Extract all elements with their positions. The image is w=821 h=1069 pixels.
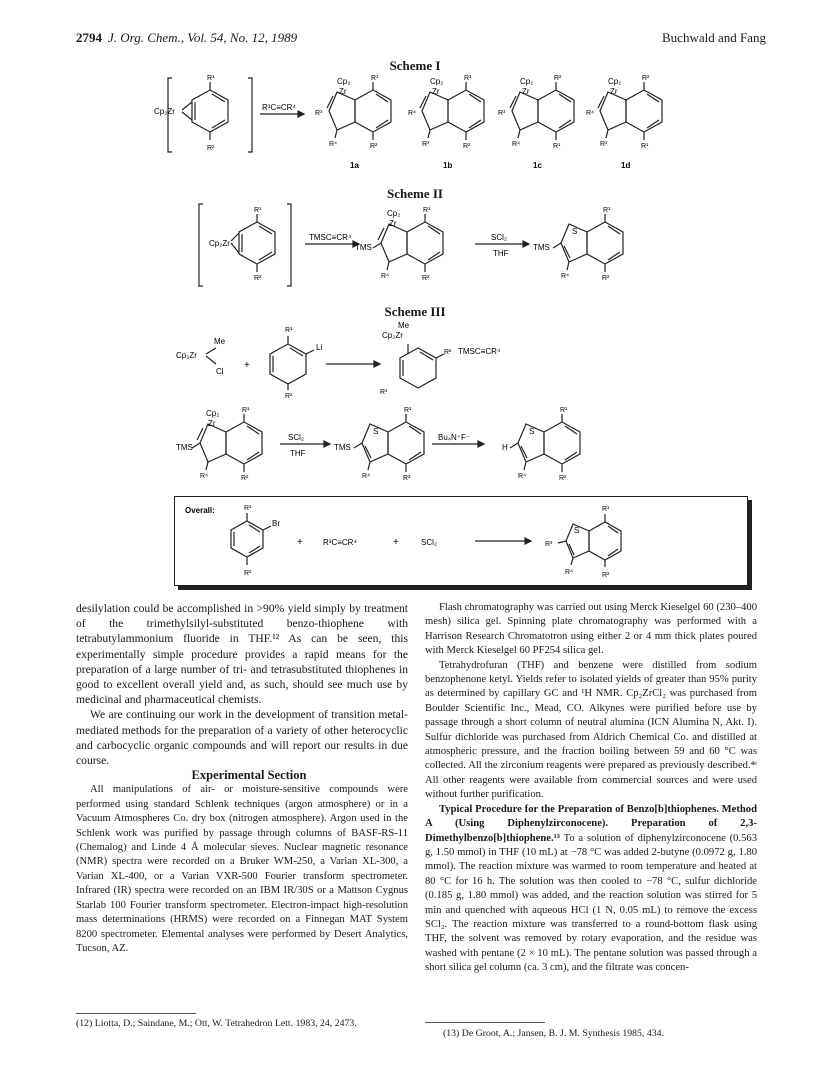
s3r2-zr: Zr [208, 419, 216, 428]
p1b-zr: Zr [432, 87, 440, 96]
p1d-top: R² [642, 75, 650, 82]
s2-start-r1: R¹ [254, 207, 262, 214]
s1-start-r2: R² [207, 145, 215, 152]
scheme-1-title: Scheme I [389, 58, 441, 73]
journal-citation: J. Org. Chem., Vol. 54, No. 12, 1989 [108, 30, 298, 45]
s3r2-h: H [502, 443, 508, 452]
s2-start-r2: R² [254, 275, 262, 282]
s2-mid-r2: R² [422, 275, 430, 282]
overall-s: S [574, 526, 580, 535]
s3-int-r1: R¹ [380, 389, 388, 396]
s3-int-r2: R² [444, 349, 452, 356]
s2-end-r2: R² [602, 275, 610, 282]
s3r2-r2-b: R² [403, 475, 411, 482]
s2-s: S [572, 227, 578, 236]
overall-label: Overall: [185, 506, 215, 515]
procedure-text: To a solution of diphenylzirconocene (0.563 g, 1.50 mmol) in THF (10 mL) at −78 °C was added 2-butyne (0.0972 g, 1.80 mmol). The reaction mixture was warmed to room temperature and heated at 80 °C for 16 h. The solution was then cooled to −78 °C, sulfur dichloride (0.185 g, 1.80 mmol) was added, and the reaction solution was stirred for 5 min and quenched with aqueous HCl (1 N, 0.05 mL) to remove the excess SCl₂. The reaction mixture was transferred to a round-bottom flask using THF, the solvent was removed by rotary evaporation, and the residue was washed with pentane (2 × 10 mL). The pentane solution was passed through a short silica gel column (ca. 3 cm), and the filtrate was concen- [425, 832, 757, 974]
p1b-left: R⁴ [408, 110, 417, 117]
s2-mid-r1: R¹ [423, 207, 431, 214]
s3r2-r1-c: R¹ [560, 407, 568, 414]
section-heading: Experimental Section [191, 768, 307, 783]
s3-cl: Cl [216, 367, 224, 376]
s1-start-r1: R¹ [207, 75, 215, 82]
p1c-top: R² [554, 75, 562, 82]
s1-start-metal: Cp₂Zr [154, 107, 175, 116]
left-para-3: All manipulations of air- or moisture-sensitive compounds were performed using standard Schlenk techniques (argon atmosphere) or in a Vacuum Atmospheres Co. dry box (nitrogen atmosphere). Argon used in the Schlenk work was purified by passage through columns of BASF-RS-11 (Chemalog) and Linde 4 Å molecular sieves. Nuclear magnetic resonance (NMR) spectra were recorded on a Bruker WM-250, a Varian XL-300, a Varian XL-400, or a Varian VXR-500 Fourier transform spectrometer. Infrared (IR) spectra were recorded on an IBM IR/30S or a Mattson Cygnus Starlab 100 Fourier transform spectrometer. Electron-impact high-resolution mass determinations (HRMS) were recorded on a Finnegan MAT System 8200 spectrometer. Elemental analyses were performed by Desert Analytics, Tucson, AZ. [76, 784, 408, 954]
p1a-label: 1a [350, 161, 359, 170]
p1a-top: R¹ [371, 75, 379, 82]
left-column [76, 601, 408, 956]
s3r2-r2-a: R² [241, 475, 249, 482]
s3-int-cp2zr: Cp₂Zr [382, 331, 403, 340]
p1a-bottom: R² [370, 143, 378, 150]
s3r2-reagent1-bottom: THF [290, 449, 306, 458]
s2-end-r4: R⁴ [561, 273, 570, 280]
s3r2-reagent1-top: SCl₂ [288, 433, 304, 442]
overall-box [174, 496, 748, 586]
s3r2-tms-2: TMS [334, 443, 351, 452]
right-para-2: Tetrahydrofuran (THF) and benzene were distilled from sodium benzophenone ketyl. Yields refer to isolated yields of greater than 95% purity as determined by capillary GC and ¹H NMR. Cp₂ZrCl₂ was purchased from Boulder Scientific Inc., Mead, CO. Alkynes were purified before use by passage through a short column of neutral alumina (ICN Alumina N, Akt. I). Sulfur dichloride was purchased from Aldrich Chemical Co. and distilled at atmospheric pressure, and the fraction boiling between 59 and 60 °C was collected. All the zirconium reagents were prepared as previously described.⁴ᵉ All other reagents were available from commercial sources and were used without further purification. [425, 659, 757, 801]
s3-aryl-r1: R¹ [285, 327, 293, 334]
s2-mid-r4: R⁴ [381, 273, 390, 280]
s2-reagent2-bottom: THF [493, 249, 509, 258]
product-1d [586, 75, 662, 170]
s2-tms-1: TMS [355, 243, 372, 252]
footnote-12: (12) Liotta, D.; Saindane, M.; Ott, W. Tetrahedron Lett. 1983, 24, 2473. [76, 1018, 357, 1029]
right-para-3 [425, 803, 757, 976]
s2-cp2zr: Cp₂Zr [209, 239, 230, 248]
p1d-ringbottom: R³ [600, 141, 608, 148]
s2-reagent2-top: SCl₂ [491, 233, 507, 242]
p1b-bottom: R² [463, 143, 471, 150]
p1a-cp: Cp₂ [337, 77, 351, 86]
s2-reagent1: TMSC≡CR⁴ [309, 233, 352, 242]
product-1b [408, 75, 484, 170]
scheme-2-diagram [195, 200, 645, 290]
s3r2-r4-b: R⁴ [362, 473, 371, 480]
scheme-1-diagram [150, 70, 690, 180]
p1c-ringbottom: R⁴ [512, 141, 521, 148]
right-footnote-rule [425, 1022, 545, 1023]
scheme-3-row1 [176, 318, 576, 398]
p1c-left: R³ [498, 110, 506, 117]
overall-prod-r1: R¹ [602, 506, 610, 513]
s3-aryl-li: Li [316, 343, 323, 352]
overall-br: Br [272, 519, 280, 528]
right-para-1: Flash chromatography was carried out using Merck Kieselgel 60 (230–400 mesh) silica gel. Spinning plate chromatography was performed with a Harrison Research Chromatotron using either 2 or 4 mm thick plates poured with Merck Kieselgel 60 PF254 silica gel. [425, 602, 757, 657]
s3r2-s-b: S [529, 427, 535, 436]
overall-plus-1: + [297, 537, 303, 548]
procedure-heading: Typical Procedure for the Preparation of Benzo[b]thiophenes. Method A (Using Diphenylzirconocene). Preparation of 2,3-Dimethylbenzo[b]thiophene.¹³ [425, 803, 757, 844]
p1c-bottom: R¹ [553, 143, 561, 150]
page-number: 2794 [76, 30, 102, 45]
header-authors: Buchwald and Fang [662, 30, 766, 45]
p1d-label: 1d [621, 161, 631, 170]
s2-end-r1: R¹ [603, 207, 611, 214]
p1d-bottom: R¹ [641, 143, 649, 150]
footnote-13: (13) De Groot, A.; Jansen, B. J. M. Synthesis 1985, 434. [443, 1028, 664, 1039]
overall-r4: R⁴ [565, 569, 574, 576]
p1c-zr: Zr [522, 87, 530, 96]
s3r2-cp2: Cp₂ [206, 409, 220, 418]
s3r2-tms-1: TMS [176, 443, 193, 452]
s3r2-r2-c: R² [559, 475, 567, 482]
p1b-label: 1b [443, 161, 453, 170]
s3-plus: + [244, 360, 250, 371]
left-para-1: desilylation could be accomplished in >90% yield simply by treatment of the trimethylsilyl-substituted benzo-thiophene with tetrabutylammonium fluoride in THF.¹² As can be seen, this experimentally simple procedure provides a rapid means for the preparation of a large number of tri- and tetrasubstituted thiophenes in good to excellent overall yield and, as such, should see much use by medicinal and pharmaceutical chemists. [76, 602, 408, 707]
s2-cp2: Cp₂ [387, 209, 401, 218]
left-footnote-rule [76, 1013, 196, 1014]
p1b-top: R¹ [464, 75, 472, 82]
p1a-left: R³ [315, 110, 323, 117]
p1b-ringbottom: R³ [422, 141, 430, 148]
overall-prod-r2: R² [602, 572, 610, 579]
s2-zr: Zr [389, 219, 397, 228]
scheme-2-title: Scheme II [387, 186, 443, 201]
p1b-cp: Cp₂ [430, 77, 444, 86]
p1a-ringbottom: R⁴ [329, 141, 338, 148]
s3r2-s-a: S [373, 427, 379, 436]
p1d-zr: Zr [610, 87, 618, 96]
s3-cp2zr: Cp₂Zr [176, 351, 197, 360]
overall-alkyne: R³C≡CR⁴ [323, 538, 357, 547]
s3-int-me: Me [398, 321, 410, 330]
right-column [425, 601, 757, 976]
s3r2-r1-b: R¹ [404, 407, 412, 414]
left-para-2: We are continuing our work in the development of transition metal-mediated methods for the preparation of a variety of other heterocyclic and carbocyclic organic compounds and will report our results in due course. [76, 708, 408, 768]
scheme-3-title: Scheme III [384, 304, 446, 319]
overall-scl2: SCl₂ [421, 538, 437, 547]
overall-r2: R² [244, 570, 252, 577]
s3r2-r1-a: R¹ [242, 407, 250, 414]
s3r2-r4-a: R⁴ [200, 473, 209, 480]
s3-reagent: TMSC≡CR⁴ [458, 347, 501, 356]
product-1a [315, 75, 391, 170]
p1c-label: 1c [533, 161, 542, 170]
overall-r1: R¹ [244, 505, 252, 512]
s3r2-reagent2: Bu₄N⁺F⁻ [438, 433, 471, 442]
overall-diagram [175, 497, 747, 585]
s2-tms-2: TMS [533, 243, 550, 252]
s3r2-r4-c: R⁴ [518, 473, 527, 480]
overall-r3: R³ [545, 541, 553, 548]
overall-plus-2: + [393, 537, 399, 548]
p1c-cp: Cp₂ [520, 77, 534, 86]
running-header [76, 30, 766, 48]
s3-aryl-r2: R² [285, 393, 293, 398]
p1d-left: R⁴ [586, 110, 595, 117]
p1d-cp: Cp₂ [608, 77, 622, 86]
s1-reagent: R³C≡CR⁴ [262, 103, 296, 112]
scheme-3-row2 [176, 400, 596, 490]
header-left [76, 30, 297, 46]
product-1c [498, 75, 574, 170]
s3-me: Me [214, 337, 226, 346]
p1a-zr: Zr [339, 87, 347, 96]
